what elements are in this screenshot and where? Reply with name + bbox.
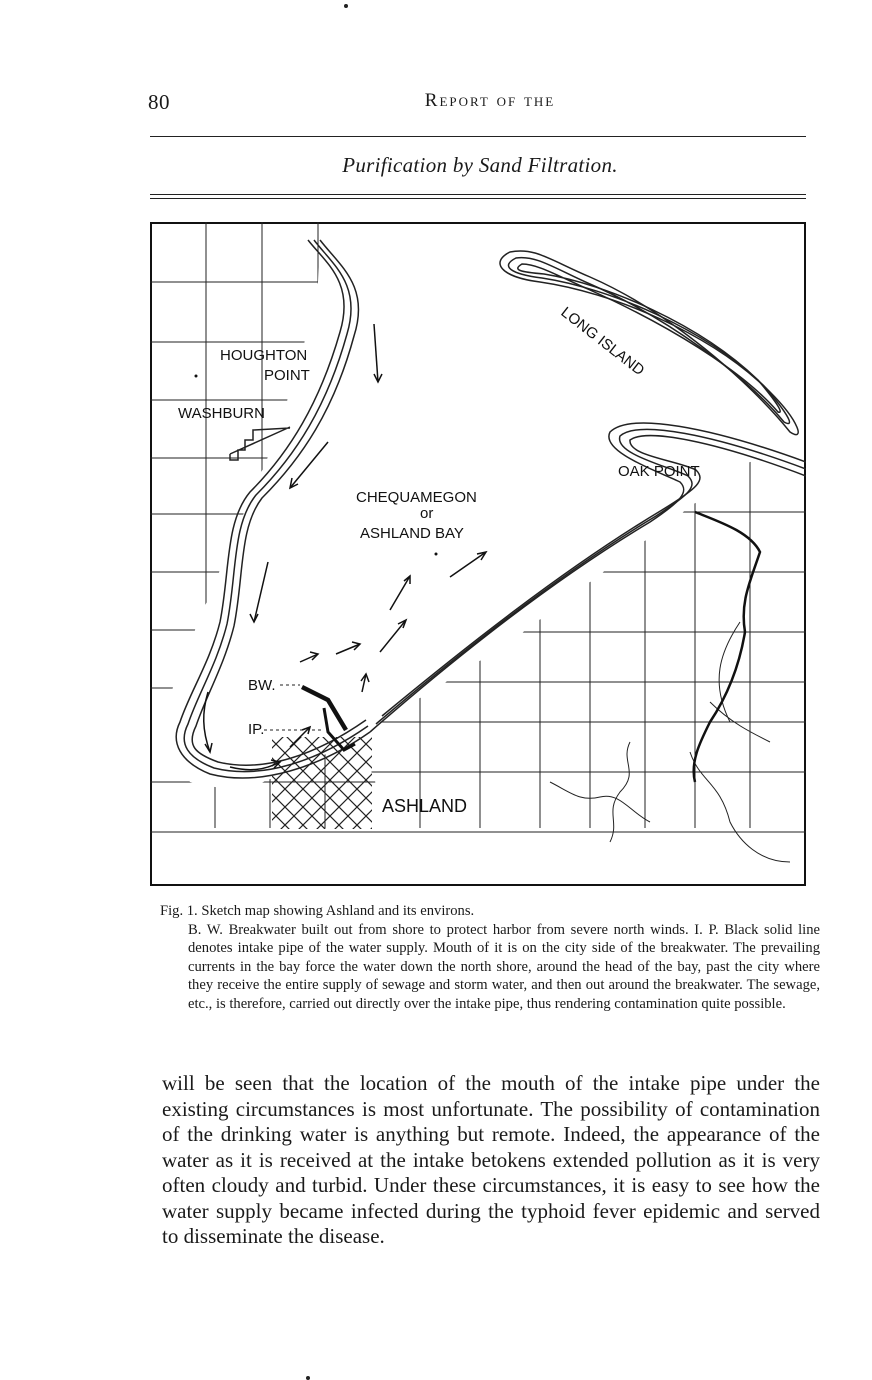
- map-dot: [435, 553, 438, 556]
- label-point: POINT: [264, 367, 310, 384]
- ashland-city-hatch: [272, 737, 372, 829]
- label-bay-line2: or: [420, 505, 434, 522]
- label-ip: IP.: [248, 721, 265, 738]
- map-dot: [195, 375, 198, 378]
- page-number: 80: [148, 90, 170, 114]
- caption-body: B. W. Breakwater built out from shore to protect harbor from severe north winds. I. P. Black solid line denotes intake pipe of the water supply. Mouth of it is on the city side of the breakwater. The prevailing currents in the bay force the water down the north shore, around the head of the bay, past the city where they receive the entire supply of sewage and storm water, and then out around the breakwater. The sewage, etc., is therefore, carried out directly over the intake pipe, thus rendering contamination quite possible.: [188, 921, 820, 1012]
- running-head: Report of the: [424, 90, 556, 111]
- label-washburn: WASHBURN: [178, 405, 265, 422]
- caption-figure-line: Fig. 1. Sketch map showing Ashland and its environs.: [160, 903, 475, 919]
- label-bw: BW.: [248, 677, 276, 694]
- label-oak-point: OAK POINT: [618, 463, 700, 480]
- header-rule-bottom: [150, 194, 806, 195]
- body-paragraph: [162, 1071, 820, 1250]
- label-ashland: ASHLAND: [382, 796, 468, 816]
- header-rule-top: [150, 136, 806, 137]
- print-speck: [306, 1376, 310, 1380]
- label-long-island: LONG ISLAND: [557, 303, 648, 380]
- label-bay-line3: ASHLAND BAY: [360, 525, 464, 542]
- body-paragraph-text: will be seen that the location of the mouth of the intake pipe under the existing circumstances is most unfortunate. The possibility of contamination of the drinking water is anything but remote. Indeed, the appearance of the water as it is received at the intake betokens extended pollution as it is very often cloudy and turbid. Under these circumstances, it is easy to see how the water supply became infected during the typhoid fever epidemic and served to disseminate the disease.: [162, 1071, 820, 1248]
- label-bay-line1: CHEQUAMEGON: [356, 489, 477, 506]
- header-rule-bottom-thin: [150, 198, 806, 199]
- sketch-map: [150, 222, 806, 886]
- section-title: Purification by Sand Filtration.: [342, 153, 618, 177]
- print-speck: [344, 4, 348, 8]
- figure-caption: [160, 902, 820, 1013]
- label-houghton: HOUGHTON: [220, 347, 308, 364]
